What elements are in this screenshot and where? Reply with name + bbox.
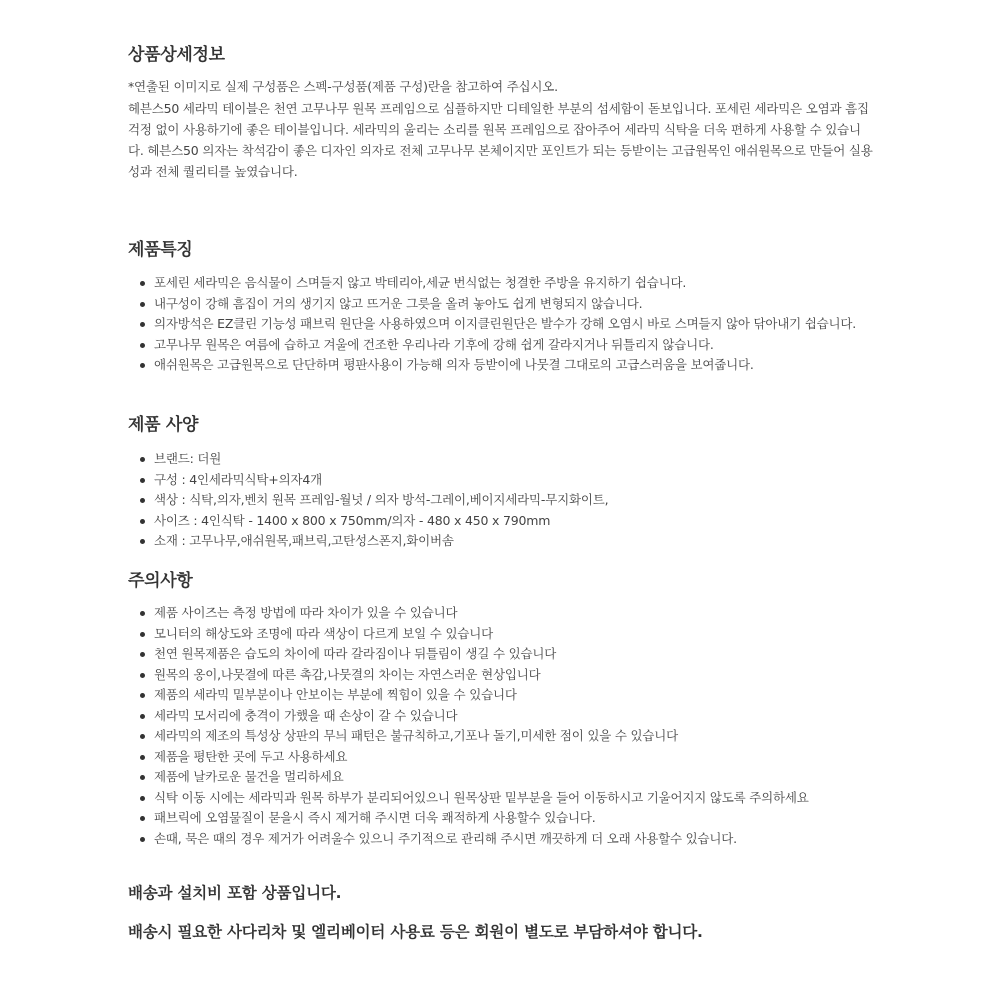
list-item: 천연 원목제품은 습도의 차이에 따라 갈라짐이나 뒤틀림이 생길 수 있습니다 — [154, 644, 878, 665]
list-item: 구성 : 4인세라믹식탁+의자4개 — [154, 470, 878, 491]
list-item: 제품을 평탄한 곳에 두고 사용하세요 — [154, 747, 878, 768]
list-item: 내구성이 강해 흠집이 거의 생기지 않고 뜨거운 그릇을 올려 놓아도 쉽게 변형되지 않습니다. — [154, 294, 878, 315]
features-list — [128, 273, 878, 376]
detail-title: 상품상세정보 — [128, 45, 225, 65]
specs-list — [128, 449, 878, 552]
list-item: 식탁 이동 시에는 세라믹과 원목 하부가 분리되어있으니 원목상판 밑부분을 들어 이동하시고 기울어지지 않도록 주의하세요 — [154, 788, 878, 809]
list-item: 모니터의 해상도와 조명에 따라 색상이 다르게 보일 수 있습니다 — [154, 624, 878, 645]
cautions-title: 주의사항 — [128, 571, 193, 591]
cautions-list — [128, 603, 878, 849]
shipping-included-text: 배송과 설치비 포함 상품입니다. — [128, 884, 342, 902]
shipping-extra-cost-text: 배송시 필요한 사다리차 및 엘리베이터 사용료 등은 회원이 별도로 부담하셔야 합니다. — [128, 923, 703, 941]
list-item: 사이즈 : 4인식탁 - 1400 x 800 x 750mm/의자 - 480 x 450 x 790mm — [154, 511, 878, 532]
list-item: 색상 : 식탁,의자,벤치 원목 프레임-월넛 / 의자 방석-그레이,베이지세라믹-무지화이트, — [154, 490, 878, 511]
features-title: 제품특징 — [128, 240, 193, 260]
list-item: 애쉬원목은 고급원목으로 단단하며 평판사용이 가능해 의자 등받이에 나뭇결 그대로의 고급스러움을 보여줍니다. — [154, 355, 878, 376]
list-item: 소재 : 고무나무,애쉬원목,패브릭,고탄성스폰지,화이버솜 — [154, 531, 878, 552]
detail-description: 헤븐스50 세라믹 테이블은 천연 고무나무 원목 프레임으로 심플하지만 디테일한 부분의 섬세함이 돋보입니다. 포세린 세라믹은 오염과 흠집 걱정 없이 사용하기에 좋은 테이블입니다. 세라믹의 울리는 소리를 원목 프레임으로 잡아주어 세라믹 식탁을 더욱 편하게 사용할 수 있습니다. 헤븐스50 의자는 착석감이 좋은 디자인 의자로 전체 고무나무 본체이지만 포인트가 되는 등받이는 고급원목인 애쉬원목으로 만들어 실용성과 전체 퀄리티를 높였습니다. — [128, 101, 873, 179]
list-item: 손때, 묵은 때의 경우 제거가 어려울수 있으니 주기적으로 관리해 주시면 깨끗하게 더 오래 사용할수 있습니다. — [154, 829, 878, 850]
list-item: 세라믹의 제조의 특성상 상판의 무늬 패턴은 불규칙하고,기포나 돌기,미세한 점이 있을 수 있습니다 — [154, 726, 878, 747]
list-item: 의자방석은 EZ클린 기능성 패브릭 원단을 사용하였으며 이지클린원단은 발수가 강해 오염시 바로 스며들지 않아 닦아내기 쉽습니다. — [154, 314, 878, 335]
specs-title: 제품 사양 — [128, 415, 199, 435]
list-item: 브랜드: 더원 — [154, 449, 878, 470]
detail-note: *연출된 이미지로 실제 구성품은 스펙-구성품(제품 구성)란을 참고하여 주십시오. — [128, 79, 558, 94]
list-item: 포세린 세라믹은 음식물이 스며들지 않고 박테리아,세균 번식없는 청결한 주방을 유지하기 쉽습니다. — [154, 273, 878, 294]
list-item: 제품의 세라믹 밑부분이나 안보이는 부분에 찍힘이 있을 수 있습니다 — [154, 685, 878, 706]
list-item: 패브릭에 오염물질이 묻을시 즉시 제거해 주시면 더욱 쾌적하게 사용할수 있습니다. — [154, 808, 878, 829]
list-item: 제품에 날카로운 물건을 멀리하세요 — [154, 767, 878, 788]
list-item: 고무나무 원목은 여름에 습하고 겨울에 건조한 우리나라 기후에 강해 쉽게 갈라지거나 뒤틀리지 않습니다. — [154, 335, 878, 356]
list-item: 제품 사이즈는 측정 방법에 따라 차이가 있을 수 있습니다 — [154, 603, 878, 624]
list-item: 원목의 옹이,나뭇결에 따른 촉감,나뭇결의 차이는 자연스러운 현상입니다 — [154, 665, 878, 686]
list-item: 세라믹 모서리에 충격이 가했을 때 손상이 갈 수 있습니다 — [154, 706, 878, 727]
